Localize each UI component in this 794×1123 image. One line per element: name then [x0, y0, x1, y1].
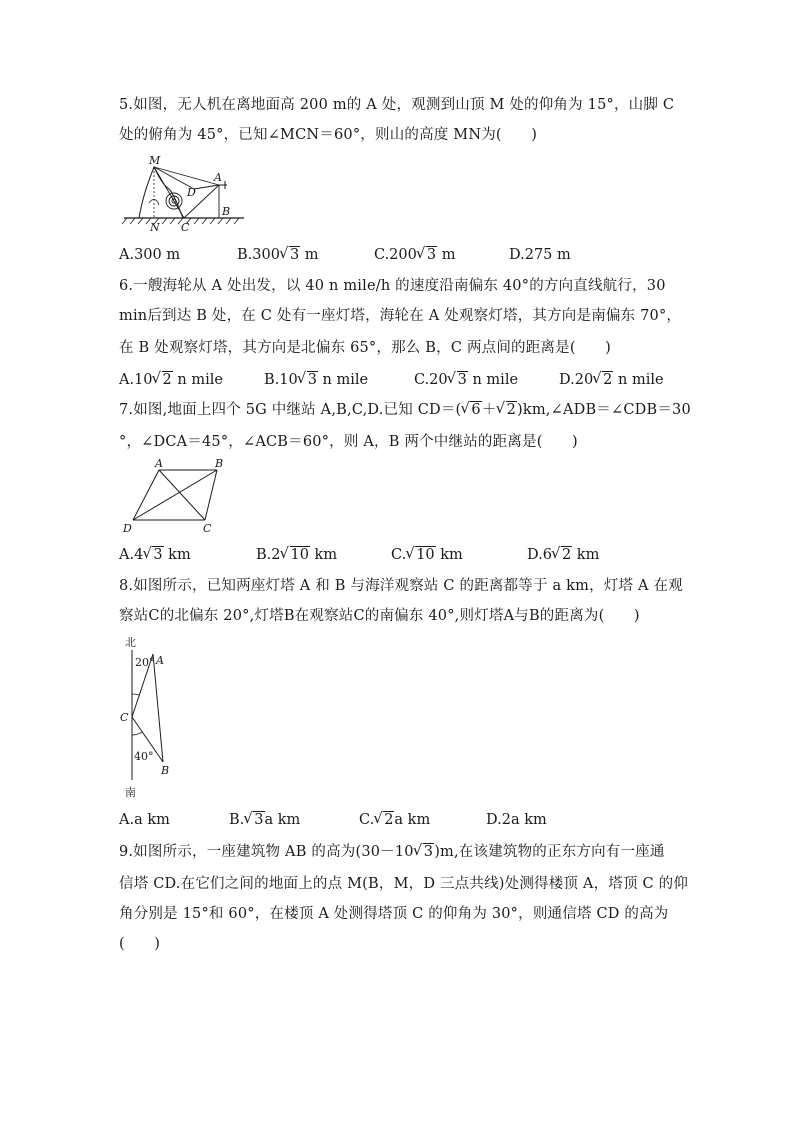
- sqrt-sign-icon: √ 3: [280, 245, 300, 265]
- q6-option-b[interactable]: B.10√ 3 n mile: [264, 370, 368, 390]
- q6-line-3: 在 B 处观察灯塔，其方向是北偏东 65°，那么 B，C 两点间的距离是( ): [119, 340, 611, 356]
- q6-option-a[interactable]: A.10√ 2 n mile: [119, 370, 223, 390]
- sqrt-sign-icon: √ 3: [298, 370, 318, 390]
- q7-option-d[interactable]: D.6√ 2 km: [527, 545, 599, 565]
- q7-option-a[interactable]: A.4√ 3 km: [119, 545, 191, 565]
- q5-line-2: 处的俯角为 45°，已知∠MCN＝60°，则山的高度 MN为( ): [119, 127, 538, 143]
- sqrt-sign-icon: √ 3: [417, 245, 437, 265]
- sqrt-sign-icon: √ 10: [406, 545, 435, 565]
- q8-option-b[interactable]: B.√ 3a km: [229, 810, 300, 830]
- q5-option-a[interactable]: A.300 m: [119, 247, 181, 263]
- q8-label-a: A: [156, 654, 164, 667]
- q8-label-angle-40: 40°: [134, 750, 154, 763]
- q8-label-angle-20: 20°: [135, 656, 155, 669]
- q8-line-1: 8.如图所示，已知两座灯塔 A 和 B 与海洋观察站 C 的距离都等于 a km，灯塔 A 在观: [119, 578, 683, 594]
- q5-label-c: C: [181, 221, 190, 234]
- q5-figure: [119, 155, 249, 235]
- q8-option-c[interactable]: C.√ 2a km: [359, 810, 430, 830]
- sqrt-sign-icon: √ 2: [593, 370, 613, 390]
- q7-line-2: °，∠DCA＝45°，∠ACB＝60°，则 A，B 两个中继站的距离是( ): [119, 434, 578, 450]
- q5-label-b: B: [222, 205, 231, 218]
- q8-label-c: C: [120, 711, 129, 724]
- q7-option-c[interactable]: C.√ 10 km: [391, 545, 463, 565]
- q9-line-3: 角分别是 15°和 60°，在楼顶 A 处测得塔顶 C 的仰角为 30°，则通信塔 CD 的高为: [119, 906, 669, 922]
- q5-label-d: D: [187, 186, 196, 199]
- sqrt-sign-icon: √ 3: [414, 842, 434, 862]
- q5-line-1: 5.如图，无人机在离地面高 200 m的 A 处，观测到山顶 M 处的仰角为 15°，山脚 C: [119, 97, 675, 113]
- q5-label-n: N: [150, 221, 160, 234]
- q6-option-c[interactable]: C.20√ 3 n mile: [414, 370, 518, 390]
- q8-label-south: 南: [125, 786, 136, 799]
- sqrt-sign-icon: √ 2: [497, 400, 517, 420]
- sqrt-sign-icon: √ 2: [552, 545, 572, 565]
- q9-line-1: 9.如图所示，一座建筑物 AB 的高为(30－10√ 3)m,在该建筑物的正东方向有一座通: [119, 842, 665, 862]
- q9-line-4: ( ): [119, 936, 161, 952]
- q5-label-a: A: [214, 171, 222, 184]
- q8-label-b: B: [161, 764, 170, 777]
- q7-label-b: B: [215, 457, 224, 470]
- sqrt-sign-icon: √ 3: [143, 545, 163, 565]
- sqrt-sign-icon: √ 10: [281, 545, 310, 565]
- q7-label-a: A: [155, 457, 163, 470]
- q5-option-b[interactable]: B.300√ 3 m: [237, 245, 319, 265]
- q8-figure: [119, 632, 189, 802]
- q9-line-2: 信塔 CD.在它们之间的地面上的点 M(B，M，D 三点共线)处测得楼顶 A，塔顶 C 的仰: [119, 876, 689, 892]
- sqrt-sign-icon: √ 3: [244, 810, 264, 830]
- q7-figure: [119, 457, 229, 535]
- q8-line-2: 察站C的北偏东 20°,灯塔B在观察站C的南偏东 40°,则灯塔A与B的距离为( ): [119, 608, 640, 624]
- q7-option-b[interactable]: B.2√ 10 km: [256, 545, 337, 565]
- q7-line-1: 7.如图,地面上四个 5G 中继站 A,B,C,D.已知 CD＝(√ 6＋√ 2)km,∠ADB＝∠CDB＝30: [119, 400, 691, 420]
- q6-line-2: min后到达 B 处，在 C 处有一座灯塔，海轮在 A 处观察灯塔，其方向是南偏东 70°，: [119, 308, 682, 324]
- q5-option-c[interactable]: C.200√ 3 m: [374, 245, 455, 265]
- q5-label-m: M: [149, 154, 161, 167]
- q6-option-d[interactable]: D.20√ 2 n mile: [559, 370, 664, 390]
- q5-option-d[interactable]: D.275 m: [509, 247, 571, 263]
- q7-label-d: D: [123, 522, 132, 535]
- sqrt-sign-icon: √ 3: [448, 370, 468, 390]
- sqrt-sign-icon: √ 2: [153, 370, 173, 390]
- q8-option-d[interactable]: D.2a km: [486, 812, 547, 828]
- q8-option-a[interactable]: A.a km: [119, 812, 170, 828]
- sqrt-sign-icon: √ 6: [461, 400, 481, 420]
- q6-line-1: 6.一艘海轮从 A 处出发，以 40 n mile/h 的速度沿南偏东 40°的方向直线航行，30: [119, 278, 666, 294]
- sqrt-sign-icon: √ 2: [374, 810, 394, 830]
- q7-label-c: C: [203, 522, 212, 535]
- q8-label-north: 北: [125, 636, 136, 649]
